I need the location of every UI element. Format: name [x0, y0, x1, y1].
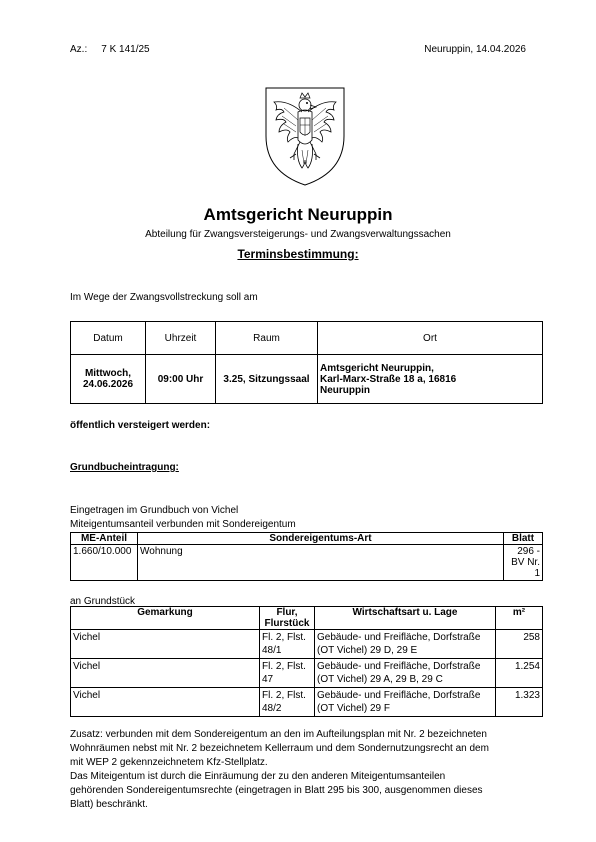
department-name: Abteilung für Zwangsversteigerungs- und Zwangsverwaltungssachen [145, 229, 451, 240]
plot-row [71, 688, 543, 717]
plot-intro: an Grundstück [70, 596, 136, 607]
plot-header-district: Gemarkung [71, 607, 260, 630]
plot-district: Vichel [71, 659, 260, 688]
unit-sheet: 296 - BV Nr. 1 [504, 545, 543, 581]
header-time: Uhrzeit [146, 322, 216, 355]
plot-area: 1.323 [496, 688, 543, 717]
intro-text: Im Wege der Zwangsvollstreckung soll am [70, 292, 258, 303]
appointment-room: 3.25, Sitzungssaal [216, 355, 318, 404]
eagle-crest-icon [262, 84, 348, 188]
file-reference-label: Az.: [70, 44, 88, 55]
unit-row [71, 545, 543, 581]
plot-use: Gebäude- und Freifläche, Dorfstraße (OT Vichel) 29 A, 29 B, 29 C [315, 659, 496, 688]
plot-header-row [71, 607, 543, 630]
appointment-place: Amtsgericht Neuruppin, Karl-Marx-Straße 18 a, 16816 Neuruppin [318, 355, 543, 404]
land-register-heading: Grundbucheintragung: [70, 462, 179, 473]
plot-header-use: Wirtschaftsart u. Lage [315, 607, 496, 630]
header-room: Raum [216, 322, 318, 355]
auction-statement: öffentlich versteigert werden: [70, 420, 211, 431]
additional-notes [70, 728, 550, 812]
plot-row [71, 659, 543, 688]
plot-parcel: Fl. 2, Flst. 48/1 [260, 630, 315, 659]
plot-use: Gebäude- und Freifläche, Dorfstraße (OT Vichel) 29 F [315, 688, 496, 717]
plot-area: 1.254 [496, 659, 543, 688]
land-register-line-1: Eingetragen im Grundbuch von Vichel [70, 505, 239, 516]
unit-header-share: ME-Anteil [71, 533, 138, 545]
plot-area: 258 [496, 630, 543, 659]
appointment-table [70, 321, 543, 404]
court-name: Amtsgericht Neuruppin [203, 205, 393, 224]
appointment-header-row [71, 322, 543, 355]
appointment-date: Mittwoch, 24.06.2026 [71, 355, 146, 404]
plot-parcel: Fl. 2, Flst. 48/2 [260, 688, 315, 717]
plot-use: Gebäude- und Freifläche, Dorfstraße (OT Vichel) 29 D, 29 E [315, 630, 496, 659]
plot-parcel: Fl. 2, Flst. 47 [260, 659, 315, 688]
unit-table [70, 532, 543, 581]
plot-header-parcel: Flur, Flurstück [260, 607, 315, 630]
place-date: Neuruppin, 14.04.2026 [424, 44, 526, 55]
file-reference-number: 7 K 141/25 [101, 44, 150, 55]
header-date: Datum [71, 322, 146, 355]
plot-district: Vichel [71, 630, 260, 659]
plot-table [70, 606, 543, 717]
notes-paragraph-2: Das Miteigentum ist durch die Einräumung der zu den anderen Miteigentumsanteilen gehörenden Sondereigentumsrechte (eingetragen in Blatt 295 bis 300, ausgenommen dieses Blatt) beschränkt. [70, 771, 483, 810]
land-register-line-2: Miteigentumsanteil verbunden mit Sondereigentum [70, 519, 296, 530]
document-title: Terminsbestimmung: [237, 247, 359, 261]
unit-type: Wohnung [138, 545, 504, 581]
appointment-time: 09:00 Uhr [146, 355, 216, 404]
file-reference [70, 44, 150, 55]
plot-district: Vichel [71, 688, 260, 717]
plot-header-area: m² [496, 607, 543, 630]
header-place: Ort [318, 322, 543, 355]
plot-row [71, 630, 543, 659]
unit-header-row [71, 533, 543, 545]
appointment-data-row [71, 355, 543, 404]
unit-share: 1.660/10.000 [71, 545, 138, 581]
notes-paragraph-1: Zusatz: verbunden mit dem Sondereigentum an den im Aufteilungsplan mit Nr. 2 bezeichneten Wohnräumen nebst mit Nr. 2 bezeichnetem Kellerraum und dem Sondernutzungsrecht an dem mit WEP 2 gekennzeichnetem Kfz-Stellplatz. [70, 729, 489, 768]
unit-header-sheet: Blatt [504, 533, 543, 545]
unit-header-type: Sondereigentums-Art [138, 533, 504, 545]
